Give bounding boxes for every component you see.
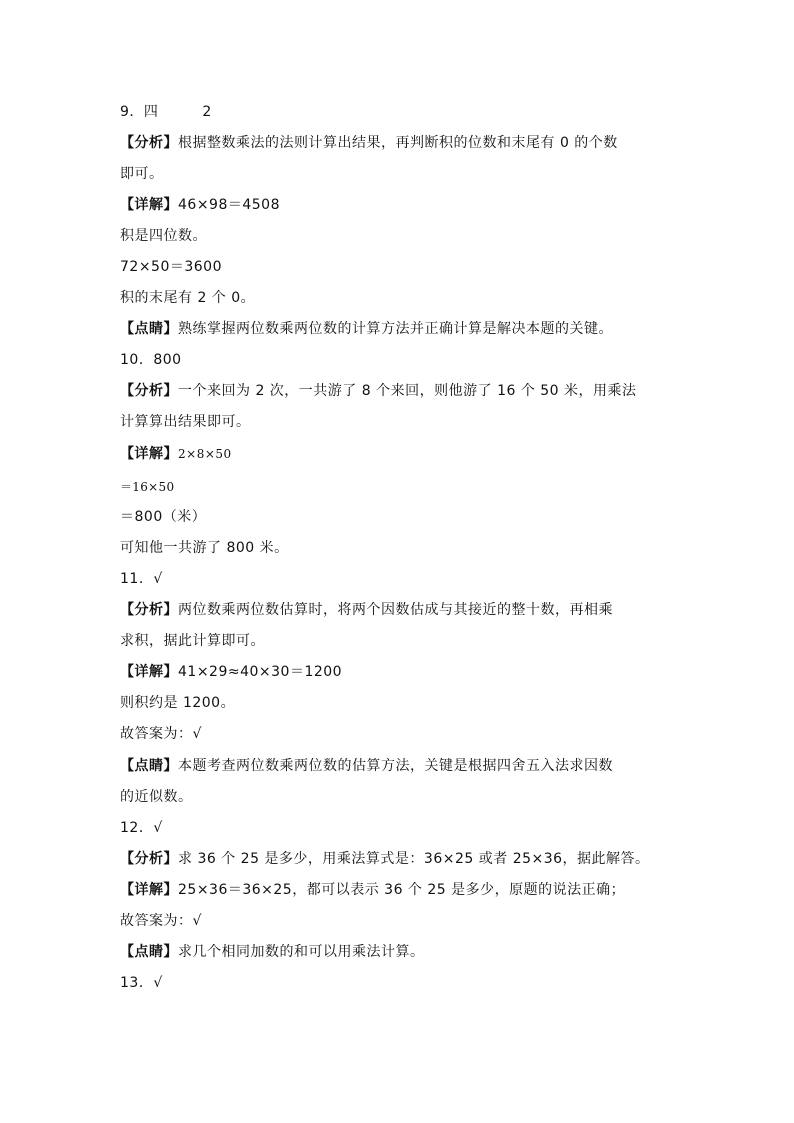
q11-detail (120, 662, 342, 682)
q13-answer: 13．√ (120, 975, 163, 991)
q9-comment-text: 熟练掌握两位数乘两位数的计算方法并正确计算是解决本题的关键。 (178, 321, 613, 337)
analysis-tag: 【分析】 (120, 602, 178, 618)
q11-detail-text: 41×29≈40×30＝1200 (178, 664, 343, 680)
detail-tag: 【详解】 (120, 664, 178, 680)
q9-analysis-text: 根据整数乘法的法则计算出结果，再判断积的位数和末尾有 0 的个数 (178, 135, 618, 151)
q10-line-2: ＝16×50 (120, 480, 175, 494)
detail-tag: 【详解】 (120, 446, 178, 462)
q9-comment (120, 319, 613, 339)
q11-analysis (120, 600, 613, 620)
analysis-tag: 【分析】 (120, 135, 178, 151)
q9-detail-text: 46×98＝4508 (178, 197, 280, 213)
q11-line-2: 则积约是 1200。 (120, 695, 236, 711)
q10-analysis-cont: 计算算出结果即可。 (120, 414, 251, 430)
q11-analysis-cont: 求积，据此计算即可。 (120, 633, 265, 649)
q9-answer-b: 2 (202, 104, 212, 120)
comment-tag: 【点睛】 (120, 758, 178, 774)
detail-tag: 【详解】 (120, 197, 178, 213)
q9-line-3: 72×50＝3600 (120, 259, 222, 275)
q11-comment-cont: 的近似数。 (120, 789, 193, 805)
comment-tag: 【点睛】 (120, 944, 178, 960)
q12-analysis-text: 求 36 个 25 是多少，用乘法算式是：36×25 或者 25×36，据此解答。 (178, 851, 650, 867)
q12-analysis (120, 849, 650, 869)
q10-line-4: 可知他一共游了 800 米。 (120, 540, 289, 556)
q12-comment-text: 求几个相同加数的和可以用乘法计算。 (178, 944, 425, 960)
q9-analysis-cont: 即可。 (120, 166, 164, 182)
q11-analysis-text: 两位数乘两位数估算时，将两个因数估成与其接近的整十数，再相乘 (178, 602, 613, 618)
q10-answer: 10．800 (120, 352, 182, 368)
q9-analysis (120, 133, 618, 153)
q10-line-3: ＝800（米） (120, 509, 207, 525)
q10-detail (120, 444, 232, 464)
q10-analysis-text: 一个来回为 2 次，一共游了 8 个来回，则他游了 16 个 50 米，用乘法 (178, 383, 637, 399)
q9-detail (120, 195, 280, 215)
q9-answer-line (120, 102, 212, 122)
analysis-tag: 【分析】 (120, 851, 178, 867)
q9-line-4: 积的末尾有 2 个 0。 (120, 290, 256, 306)
q11-line-3: 故答案为：√ (120, 726, 202, 742)
q12-line-2: 故答案为：√ (120, 913, 202, 929)
q9-answer-a: 9．四 (120, 104, 159, 120)
analysis-tag: 【分析】 (120, 383, 178, 399)
q12-answer: 12．√ (120, 820, 163, 836)
detail-tag: 【详解】 (120, 882, 178, 898)
q12-detail-text: 25×36＝36×25，都可以表示 36 个 25 是多少，原题的说法正确； (178, 882, 626, 898)
q12-detail (120, 880, 625, 900)
q11-comment-text: 本题考查两位数乘两位数的估算方法，关键是根据四舍五入法求因数 (178, 758, 613, 774)
q11-comment (120, 756, 613, 776)
comment-tag: 【点睛】 (120, 321, 178, 337)
q11-answer: 11．√ (120, 571, 163, 587)
q9-line-2: 积是四位数。 (120, 228, 207, 244)
q12-comment (120, 942, 425, 962)
q10-detail-text: 2×8×50 (178, 447, 232, 461)
q10-analysis (120, 381, 637, 401)
